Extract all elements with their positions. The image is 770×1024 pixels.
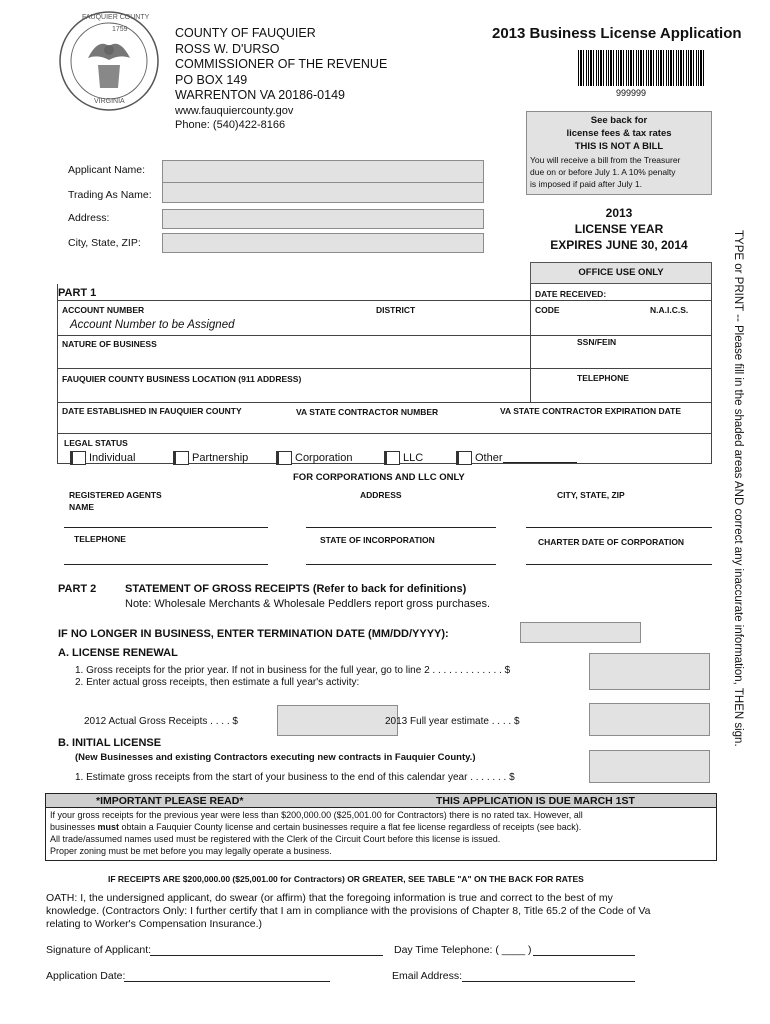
agent-telephone-label: TELEPHONE	[74, 534, 126, 544]
daytime-telephone-label: Day Time Telephone: ( ____ )	[394, 944, 532, 956]
state-inc-label: STATE OF INCORPORATION	[320, 535, 435, 545]
oath-line-1: OATH: I, the undersigned applicant, do swear (or affirm) that the foregoing information is true and correct to the best of my	[46, 892, 613, 904]
agent-name-input[interactable]	[64, 527, 268, 528]
phone: Phone: (540)422-8166	[175, 118, 286, 131]
termination-label: IF NO LONGER IN BUSINESS, ENTER TERMINATION DATE (MM/DD/YYYY):	[58, 628, 449, 640]
barcode-number: 999999	[616, 88, 647, 98]
date-established-label: DATE ESTABLISHED IN FAUQUIER COUNTY	[62, 406, 242, 416]
estimate-2013-input[interactable]	[589, 703, 710, 736]
office-use-header: OFFICE USE ONLY	[530, 262, 712, 284]
corporation-label: Corporation	[295, 452, 353, 464]
prior-year-receipts-input[interactable]	[589, 653, 710, 690]
county-address-block	[175, 26, 387, 132]
individual-label: Individual	[89, 452, 136, 464]
renewal-title: A. LICENSE RENEWAL	[58, 647, 178, 659]
llc-label: LLC	[403, 452, 424, 464]
charter-date-label: CHARTER DATE OF CORPORATION	[538, 537, 685, 547]
seal-text-bottom: VIRGINIA	[94, 98, 125, 105]
part1-title: PART 1	[58, 287, 97, 299]
signature-label: Signature of Applicant:	[46, 944, 152, 956]
license-year: 2013 LICENSE YEAR EXPIRES JUNE 30, 2014	[550, 206, 688, 252]
ssn-fein-label: SSN/FEIN	[577, 337, 617, 347]
initial-title: B. INITIAL LICENSE	[58, 737, 162, 749]
seal-year: 1759	[112, 26, 128, 33]
account-number-label: ACCOUNT NUMBER	[62, 305, 145, 315]
renewal-line-2: 2. Enter actual gross receipts, then estimate a full year's activity:	[75, 677, 360, 688]
signature-input[interactable]	[150, 955, 383, 956]
district-label: DISTRICT	[376, 305, 416, 315]
other-input[interactable]	[503, 462, 577, 463]
renewal-line-1: 1. Gross receipts for the prior year. If not in business for the full year, go to line 2 . . . . . . . . . . . . . $	[75, 665, 511, 676]
registered-agents-label: REGISTERED AGENTS	[69, 490, 162, 500]
legal-status-label: LEGAL STATUS	[64, 438, 128, 448]
address-label: Address:	[68, 212, 110, 224]
address-line: COMMISSIONER OF THE REVENUE	[175, 57, 388, 71]
initial-sub: (New Businesses and existing Contractors executing new contracts in Fauquier County.)	[75, 752, 476, 763]
website: www.fauquiercounty.gov	[175, 104, 294, 117]
email-input[interactable]	[462, 981, 635, 982]
notice-box: See back for license fees & tax rates THIS IS NOT A BILL You will receive a bill from the Treasurer due on or before July 1. A 10% penalty is imposed if paid after July 1.	[526, 111, 712, 195]
full-2013-label: 2013 Full year estimate . . . . $	[385, 716, 520, 727]
important-left: *IMPORTANT PLEASE READ*	[96, 795, 244, 807]
address-line: WARRENTON VA 20186-0149	[175, 88, 345, 102]
receipts-note: IF RECEIPTS ARE $200,000.00 ($25,001.00 for Contractors) OR GREATER, SEE TABLE "A" ON THE BACK FOR RATES	[108, 874, 584, 884]
page-title: 2013 Business License Application	[492, 25, 742, 42]
initial-line-1: 1. Estimate gross receipts from the start of your business to the end of this calendar year . . . . . . . $	[75, 772, 515, 783]
city-state-zip-input[interactable]	[162, 233, 484, 253]
important-box: *IMPORTANT PLEASE READ* THIS APPLICATION IS DUE MARCH 1ST If your gross receipts for the previous year were less than $200,000.00 ($25,001.00 for Contractors) there is no rated tax. However, all businesses must obtain a Fauquier County license and certain businesses require a flat fee license regardless of receipts (see back). All trade/assumed names used must be registered with the Clerk of the Circuit Court before this license is issued. Proper zoning must be met before you may legally operate a business.	[45, 793, 717, 861]
actual-2012-input[interactable]	[277, 705, 398, 736]
seal-text-top: FAUQUIER COUNTY	[82, 14, 150, 21]
part2-heading: STATEMENT OF GROSS RECEIPTS (Refer to back for definitions)	[125, 583, 467, 595]
oath-line-3: relating to Worker's Compensation Insurance.)	[46, 918, 262, 930]
part2-title: PART 2	[58, 583, 97, 595]
other-label: Other	[475, 452, 503, 464]
nature-of-business-label: NATURE OF BUSINESS	[62, 339, 157, 349]
contractor-exp-label: VA STATE CONTRACTOR EXPIRATION DATE	[500, 406, 682, 416]
actual-2012-label: 2012 Actual Gross Receipts . . . . $	[84, 716, 238, 727]
barcode	[578, 50, 704, 86]
agent-telephone-input[interactable]	[64, 564, 268, 565]
partnership-label: Partnership	[192, 452, 249, 464]
application-date-label: Application Date:	[46, 970, 126, 982]
account-number-value: Account Number to be Assigned	[70, 319, 235, 331]
oath-line-2: knowledge. (Contractors Only: I further certify that I am in compliance with the provisions of Chapter 8, Title 65.2 of the Code of Va	[46, 905, 651, 917]
state-inc-input[interactable]	[306, 564, 496, 565]
address-input[interactable]	[162, 209, 484, 229]
agent-address-label: ADDRESS	[360, 490, 402, 500]
code-label: CODE	[535, 305, 560, 315]
address-line: PO BOX 149	[175, 72, 248, 87]
termination-date-input[interactable]	[520, 622, 641, 643]
trading-name-label: Trading As Name:	[68, 189, 152, 201]
business-location-label: FAUQUIER COUNTY BUSINESS LOCATION (911 ADDRESS)	[62, 374, 302, 384]
county-seal	[58, 10, 160, 112]
charter-date-input[interactable]	[526, 564, 712, 565]
application-date-input[interactable]	[124, 981, 330, 982]
agent-city-input[interactable]	[526, 527, 712, 528]
individual-checkbox[interactable]	[72, 451, 86, 465]
initial-estimate-input[interactable]	[589, 750, 710, 783]
applicant-name-label: Applicant Name:	[68, 164, 146, 176]
side-instructions: TYPE or PRINT -- Please fill in the shaded areas AND correct any inaccurate information, THEN sign.	[732, 230, 744, 747]
email-label: Email Address:	[392, 970, 463, 982]
llc-checkbox[interactable]	[386, 451, 400, 465]
address-line: ROSS W. D'URSO	[175, 41, 280, 56]
part2-note: Note: Wholesale Merchants & Wholesale Peddlers report gross purchases.	[125, 598, 491, 610]
agent-name-label: NAME	[69, 502, 95, 512]
address-line: COUNTY OF FAUQUIER	[175, 26, 316, 40]
telephone-label: TELEPHONE	[577, 373, 629, 383]
agent-address-input[interactable]	[306, 527, 496, 528]
daytime-telephone-input[interactable]	[533, 955, 635, 956]
city-state-zip-label: City, State, ZIP:	[68, 237, 141, 249]
contractor-number-label: VA STATE CONTRACTOR NUMBER	[296, 407, 439, 417]
other-checkbox[interactable]	[458, 451, 472, 465]
naics-label: N.A.I.C.S.	[650, 305, 689, 315]
date-received-label: DATE RECEIVED:	[535, 289, 607, 299]
corporation-checkbox[interactable]	[278, 451, 292, 465]
important-right: THIS APPLICATION IS DUE MARCH 1ST	[436, 795, 635, 807]
partnership-checkbox[interactable]	[175, 451, 189, 465]
agent-city-label: CITY, STATE, ZIP	[557, 490, 625, 500]
corp-llc-title: FOR CORPORATIONS AND LLC ONLY	[293, 472, 465, 483]
